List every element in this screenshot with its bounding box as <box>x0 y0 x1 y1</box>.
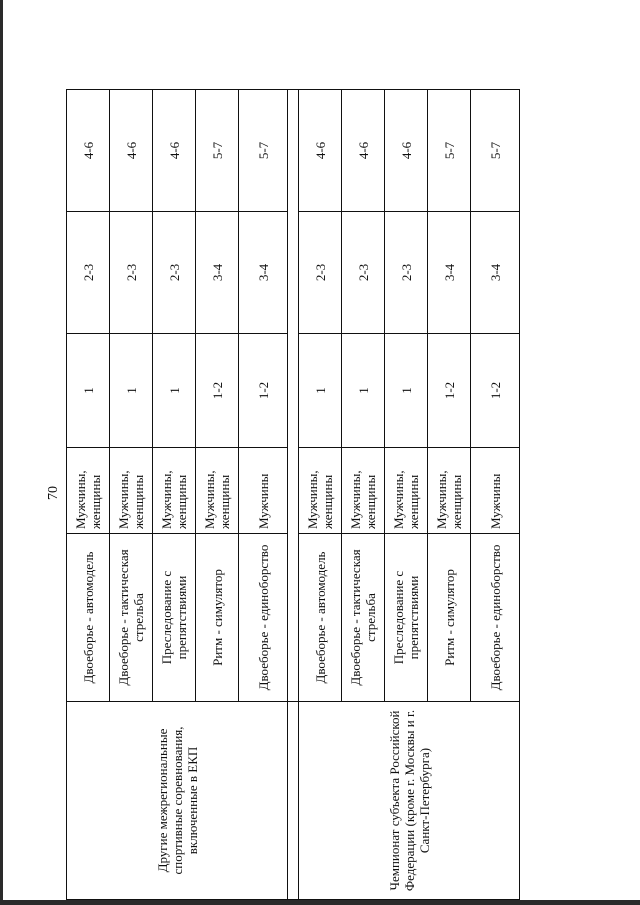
sex-cell: Мужчины, женщины <box>428 448 471 534</box>
value-cell: 3-4 <box>428 212 471 334</box>
value-cell: 1 <box>110 334 153 448</box>
group-separator <box>288 90 299 900</box>
value-cell: 4-6 <box>299 90 342 212</box>
value-cell: 3-4 <box>471 212 520 334</box>
table-row <box>67 90 110 900</box>
value-cell: 1 <box>342 334 385 448</box>
discipline-cell: Двоеборье - единоборство <box>239 534 288 702</box>
sex-cell: Мужчины <box>471 448 520 534</box>
ranking-table <box>66 89 520 900</box>
page-number: 70 <box>46 486 61 500</box>
scan-edge-bottom <box>0 900 640 905</box>
discipline-cell: Двоеборье - тактическая стрельба <box>342 534 385 702</box>
scan-edge-left <box>0 0 3 905</box>
discipline-cell: Ритм - симулятор <box>428 534 471 702</box>
value-cell: 4-6 <box>342 90 385 212</box>
discipline-cell: Ритм - симулятор <box>196 534 239 702</box>
sex-cell: Мужчины, женщины <box>110 448 153 534</box>
value-cell: 2-3 <box>110 212 153 334</box>
value-cell: 1-2 <box>471 334 520 448</box>
value-cell: 5-7 <box>196 90 239 212</box>
discipline-cell: Двоеборье - единоборство <box>471 534 520 702</box>
value-cell: 2-3 <box>67 212 110 334</box>
value-cell: 1-2 <box>196 334 239 448</box>
discipline-cell: Преследование с препятствиями <box>153 534 196 702</box>
value-cell: 1-2 <box>428 334 471 448</box>
sex-cell: Мужчины, женщины <box>385 448 428 534</box>
discipline-cell: Двоеборье - автомодель <box>67 534 110 702</box>
value-cell: 3-4 <box>196 212 239 334</box>
value-cell: 5-7 <box>471 90 520 212</box>
value-cell: 5-7 <box>428 90 471 212</box>
table-row <box>299 90 342 900</box>
value-cell: 5-7 <box>239 90 288 212</box>
discipline-cell: Двоеборье - автомодель <box>299 534 342 702</box>
value-cell: 1 <box>299 334 342 448</box>
value-cell: 2-3 <box>342 212 385 334</box>
discipline-cell: Преследование с препятствиями <box>385 534 428 702</box>
value-cell: 4-6 <box>67 90 110 212</box>
competition-title: Другие межрегиональные спортивные соревнования, включенные в ЕКП <box>67 702 288 900</box>
value-cell: 4-6 <box>153 90 196 212</box>
value-cell: 1 <box>67 334 110 448</box>
value-cell: 4-6 <box>110 90 153 212</box>
sex-cell: Мужчины, женщины <box>153 448 196 534</box>
value-cell: 2-3 <box>385 212 428 334</box>
value-cell: 4-6 <box>385 90 428 212</box>
value-cell: 1 <box>385 334 428 448</box>
sex-cell: Мужчины <box>239 448 288 534</box>
value-cell: 3-4 <box>239 212 288 334</box>
sex-cell: Мужчины, женщины <box>67 448 110 534</box>
rotated-page <box>46 90 503 900</box>
sex-cell: Мужчины, женщины <box>196 448 239 534</box>
value-cell: 1-2 <box>239 334 288 448</box>
sex-cell: Мужчины, женщины <box>342 448 385 534</box>
value-cell: 2-3 <box>153 212 196 334</box>
competition-title: Чемпионат субъекта Российской Федерации (кроме г. Москвы и г. Санкт-Петербурга) <box>299 702 520 900</box>
value-cell: 2-3 <box>299 212 342 334</box>
discipline-cell: Двоеборье - тактическая стрельба <box>110 534 153 702</box>
value-cell: 1 <box>153 334 196 448</box>
sex-cell: Мужчины, женщины <box>299 448 342 534</box>
